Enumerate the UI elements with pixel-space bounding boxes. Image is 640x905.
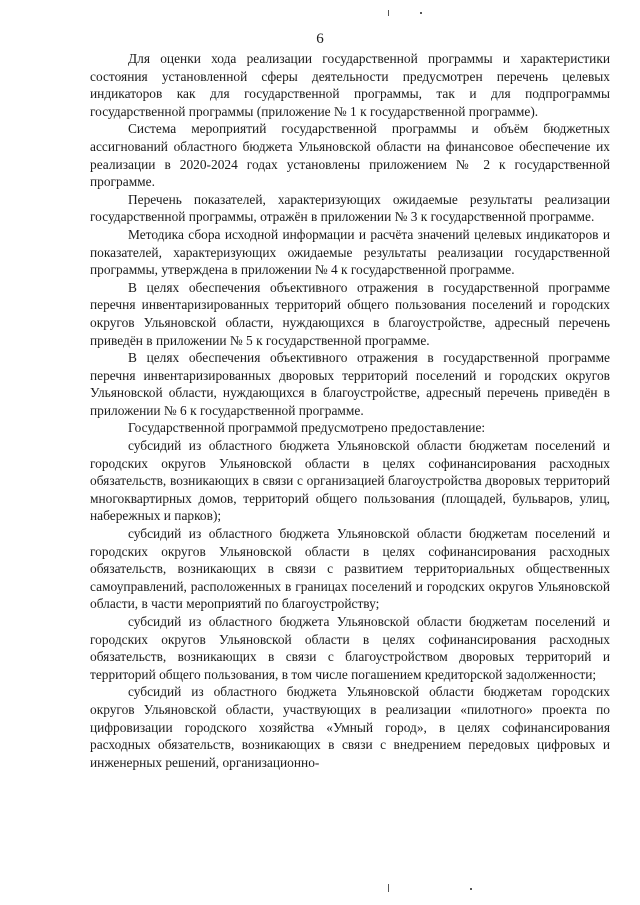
paragraph-subsidy-smart-city: субсидий из областного бюджета Ульяновской области бюджетам городских округов Ульяновской области, участвующих в реализации «пилотного» проекта по цифровизации городского хозяйства «Умный город», в целях софинансирования расходных обязательств, возникающих в связи с внедрением передовых цифровых и инженерных решений, организационно- bbox=[90, 684, 610, 770]
scan-artifact-top bbox=[420, 12, 422, 14]
scan-artifact-bottom bbox=[470, 888, 472, 890]
paragraph-indicators: Для оценки хода реализации государственной программы и характеристики состояния установленной сферы деятельности предусмотрен перечень целевых индикаторов как для государственной программы, так и для подпрограммы государственной программы (приложение № 1 к государственной программе). bbox=[90, 51, 610, 119]
paragraph-budget-allocations: Система мероприятий государственной программы и объём бюджетных ассигнований областного бюджета Ульяновской области на финансовое обеспечение их реализации в 2020-2024 годах установлены приложением № 2 к государственной программе. bbox=[90, 121, 610, 190]
scan-artifact-bottom bbox=[388, 884, 389, 892]
paragraph-subsidy-self-government: субсидий из областного бюджета Ульяновской области бюджетам поселений и городских округов Ульяновской области в целях софинансирования расходных обязательств, возникающих в связи с развитием территориальных общественных самоуправлений, расположенных в границах поселений и городских округов Ульяновской области, в части мероприятий по благоустройству; bbox=[90, 526, 610, 612]
paragraph-public-territories: В целях обеспечения объективного отражения в государственной программе перечня инвентаризированных территорий общего пользования поселений и городских округов Ульяновской области, нуждающихся в благоустройстве, адресный перечень приведён в приложении № 5 к государственной программе. bbox=[90, 279, 610, 348]
page-number: 6 bbox=[316, 31, 324, 47]
paragraph-methodology: Методика сбора исходной информации и расчёта значений целевых индикаторов и показателей, характеризующих ожидаемые результаты реализации государственной программы, утверждена в приложении № 4 к государственной программе. bbox=[90, 226, 610, 278]
paragraph-subsidy-debt: субсидий из областного бюджета Ульяновской области бюджетам поселений и городских округов Ульяновской области в целях софинансирования расходных обязательств, возникающих в связи с благоустройством дворовых территорий и территорий общего пользования, в том числе погашением кредиторской задолженности; bbox=[90, 614, 610, 682]
paragraph-expected-results: Перечень показателей, характеризующих ожидаемые результаты реализации государственной программы, отражён в приложении № 3 к государственной программе. bbox=[90, 191, 610, 225]
document-body bbox=[90, 50, 610, 771]
paragraph-provision-intro: Государственной программой предусмотрено предоставление: bbox=[128, 420, 486, 436]
paragraph-courtyard-territories: В целях обеспечения объективного отражения в государственной программе перечня инвентаризированных дворовых территорий поселений и городских округов Ульяновской области, нуждающихся в благоустройстве, адресный перечень приведён в приложении № 6 к государственной программе. bbox=[90, 350, 610, 418]
paragraph-subsidy-courtyards: субсидий из областного бюджета Ульяновской области бюджетам поселений и городских округов Ульяновской области в целях софинансирования расходных обязательств, возникающих в связи с организацией благоустройства дворовых территорий многоквартирных домов, территорий общего пользования (площадей, бульваров, улиц, набережных и парков); bbox=[90, 438, 610, 524]
scan-artifact-top bbox=[388, 10, 389, 16]
